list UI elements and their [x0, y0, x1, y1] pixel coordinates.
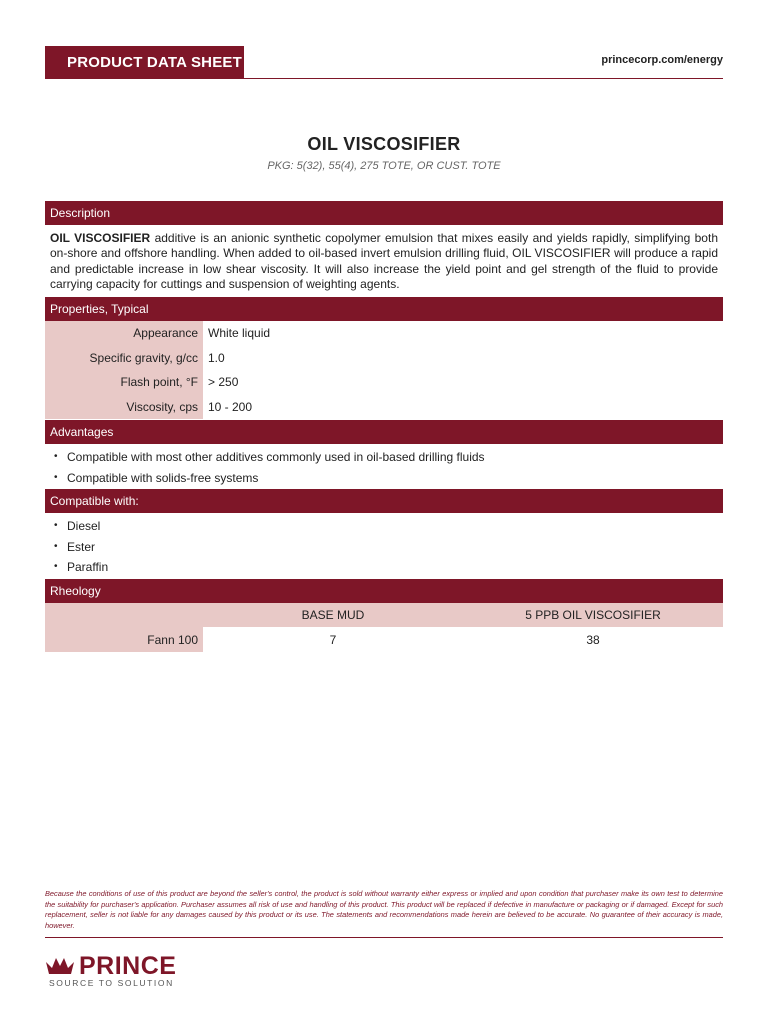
row-label: Fann 100 [45, 627, 203, 652]
header-rule [45, 78, 723, 79]
description-section [45, 201, 723, 292]
table-header-row [45, 603, 723, 627]
table-row [45, 370, 723, 395]
table-row [45, 627, 723, 652]
property-label: Specific gravity, g/cc [45, 346, 203, 371]
property-value: White liquid [208, 326, 271, 341]
property-label: Appearance [45, 321, 203, 346]
footer-rule [45, 937, 723, 938]
document-type-badge: PRODUCT DATA SHEET [45, 46, 244, 78]
properties-table [45, 321, 723, 419]
list-item: • Paraffin [67, 557, 723, 578]
property-value: 10 - 200 [208, 399, 253, 414]
rheology-section [45, 579, 723, 652]
property-value: 1.0 [208, 350, 225, 365]
website-link[interactable]: princecorp.com/energy [601, 54, 723, 66]
property-label: Flash point, °F [45, 370, 203, 395]
product-title: OIL VISCOSIFIER [307, 134, 461, 154]
crown-icon [45, 956, 75, 976]
list-item: • Ester [67, 537, 723, 558]
compatible-list [45, 513, 723, 578]
disclaimer-text: Because the conditions of use of this product are beyond the seller's control, the product is sold without warranty either express or implied and upon condition that purchaser make its own test to determine the suitability for purchaser's application. Purchaser assumes all risk of use and handling of this product. This product will be replaced if defective in manufacture or packaging or if damaged. Except for such replacement, seller is not liable for any damages caused by this product or its use. The statements and recommendations made herein are believed to be accurate. No guarantee of their accuracy is made, however. [45, 889, 723, 930]
description-body: additive is an anionic synthetic copolymer emulsion that mixes easily and yields rapidly, simplifying both on-shore and offshore handling. When added to oil-based invert emulsion drilling fluid, OIL VISCOSIFIER will produce a rapid and predictable increase in low shear viscosity. It will also increase the yield point and gel strength of the fluid to provide carrying capacity for cuttings and suspension of weighting agents. [50, 231, 718, 291]
list-item: • Diesel [67, 516, 723, 537]
prince-logo [45, 952, 185, 992]
column-header: BASE MUD [301, 608, 365, 622]
compatible-heading: Compatible with: [45, 489, 723, 513]
packaging-subtitle: PKG: 5(32), 55(4), 275 TOTE, OR CUST. TOTE [267, 160, 501, 172]
description-text [45, 225, 723, 292]
logo-wordmark: PRINCE [79, 952, 177, 980]
advantages-section [45, 420, 723, 488]
table-row [45, 395, 723, 420]
property-value: > 250 [208, 375, 239, 390]
rheology-table [45, 603, 723, 652]
table-cell: 7 [329, 632, 337, 647]
rheology-heading: Rheology [45, 579, 723, 603]
table-cell: 38 [586, 632, 600, 647]
table-row [45, 321, 723, 346]
properties-section [45, 297, 723, 419]
column-header: 5 PPB OIL VISCOSIFIER [525, 608, 661, 622]
list-item: • Compatible with solids-free systems [67, 468, 723, 489]
logo-tagline: SOURCE TO SOLUTION [49, 978, 174, 988]
table-row [45, 346, 723, 371]
description-heading: Description [45, 201, 723, 225]
advantages-list [45, 444, 723, 488]
list-item: • Compatible with most other additives commonly used in oil-based drilling fluids [67, 447, 723, 468]
properties-heading: Properties, Typical [45, 297, 723, 321]
advantages-heading: Advantages [45, 420, 723, 444]
property-label: Viscosity, cps [45, 395, 203, 420]
compatible-section [45, 489, 723, 578]
product-name-lead: OIL VISCOSIFIER [50, 231, 151, 245]
